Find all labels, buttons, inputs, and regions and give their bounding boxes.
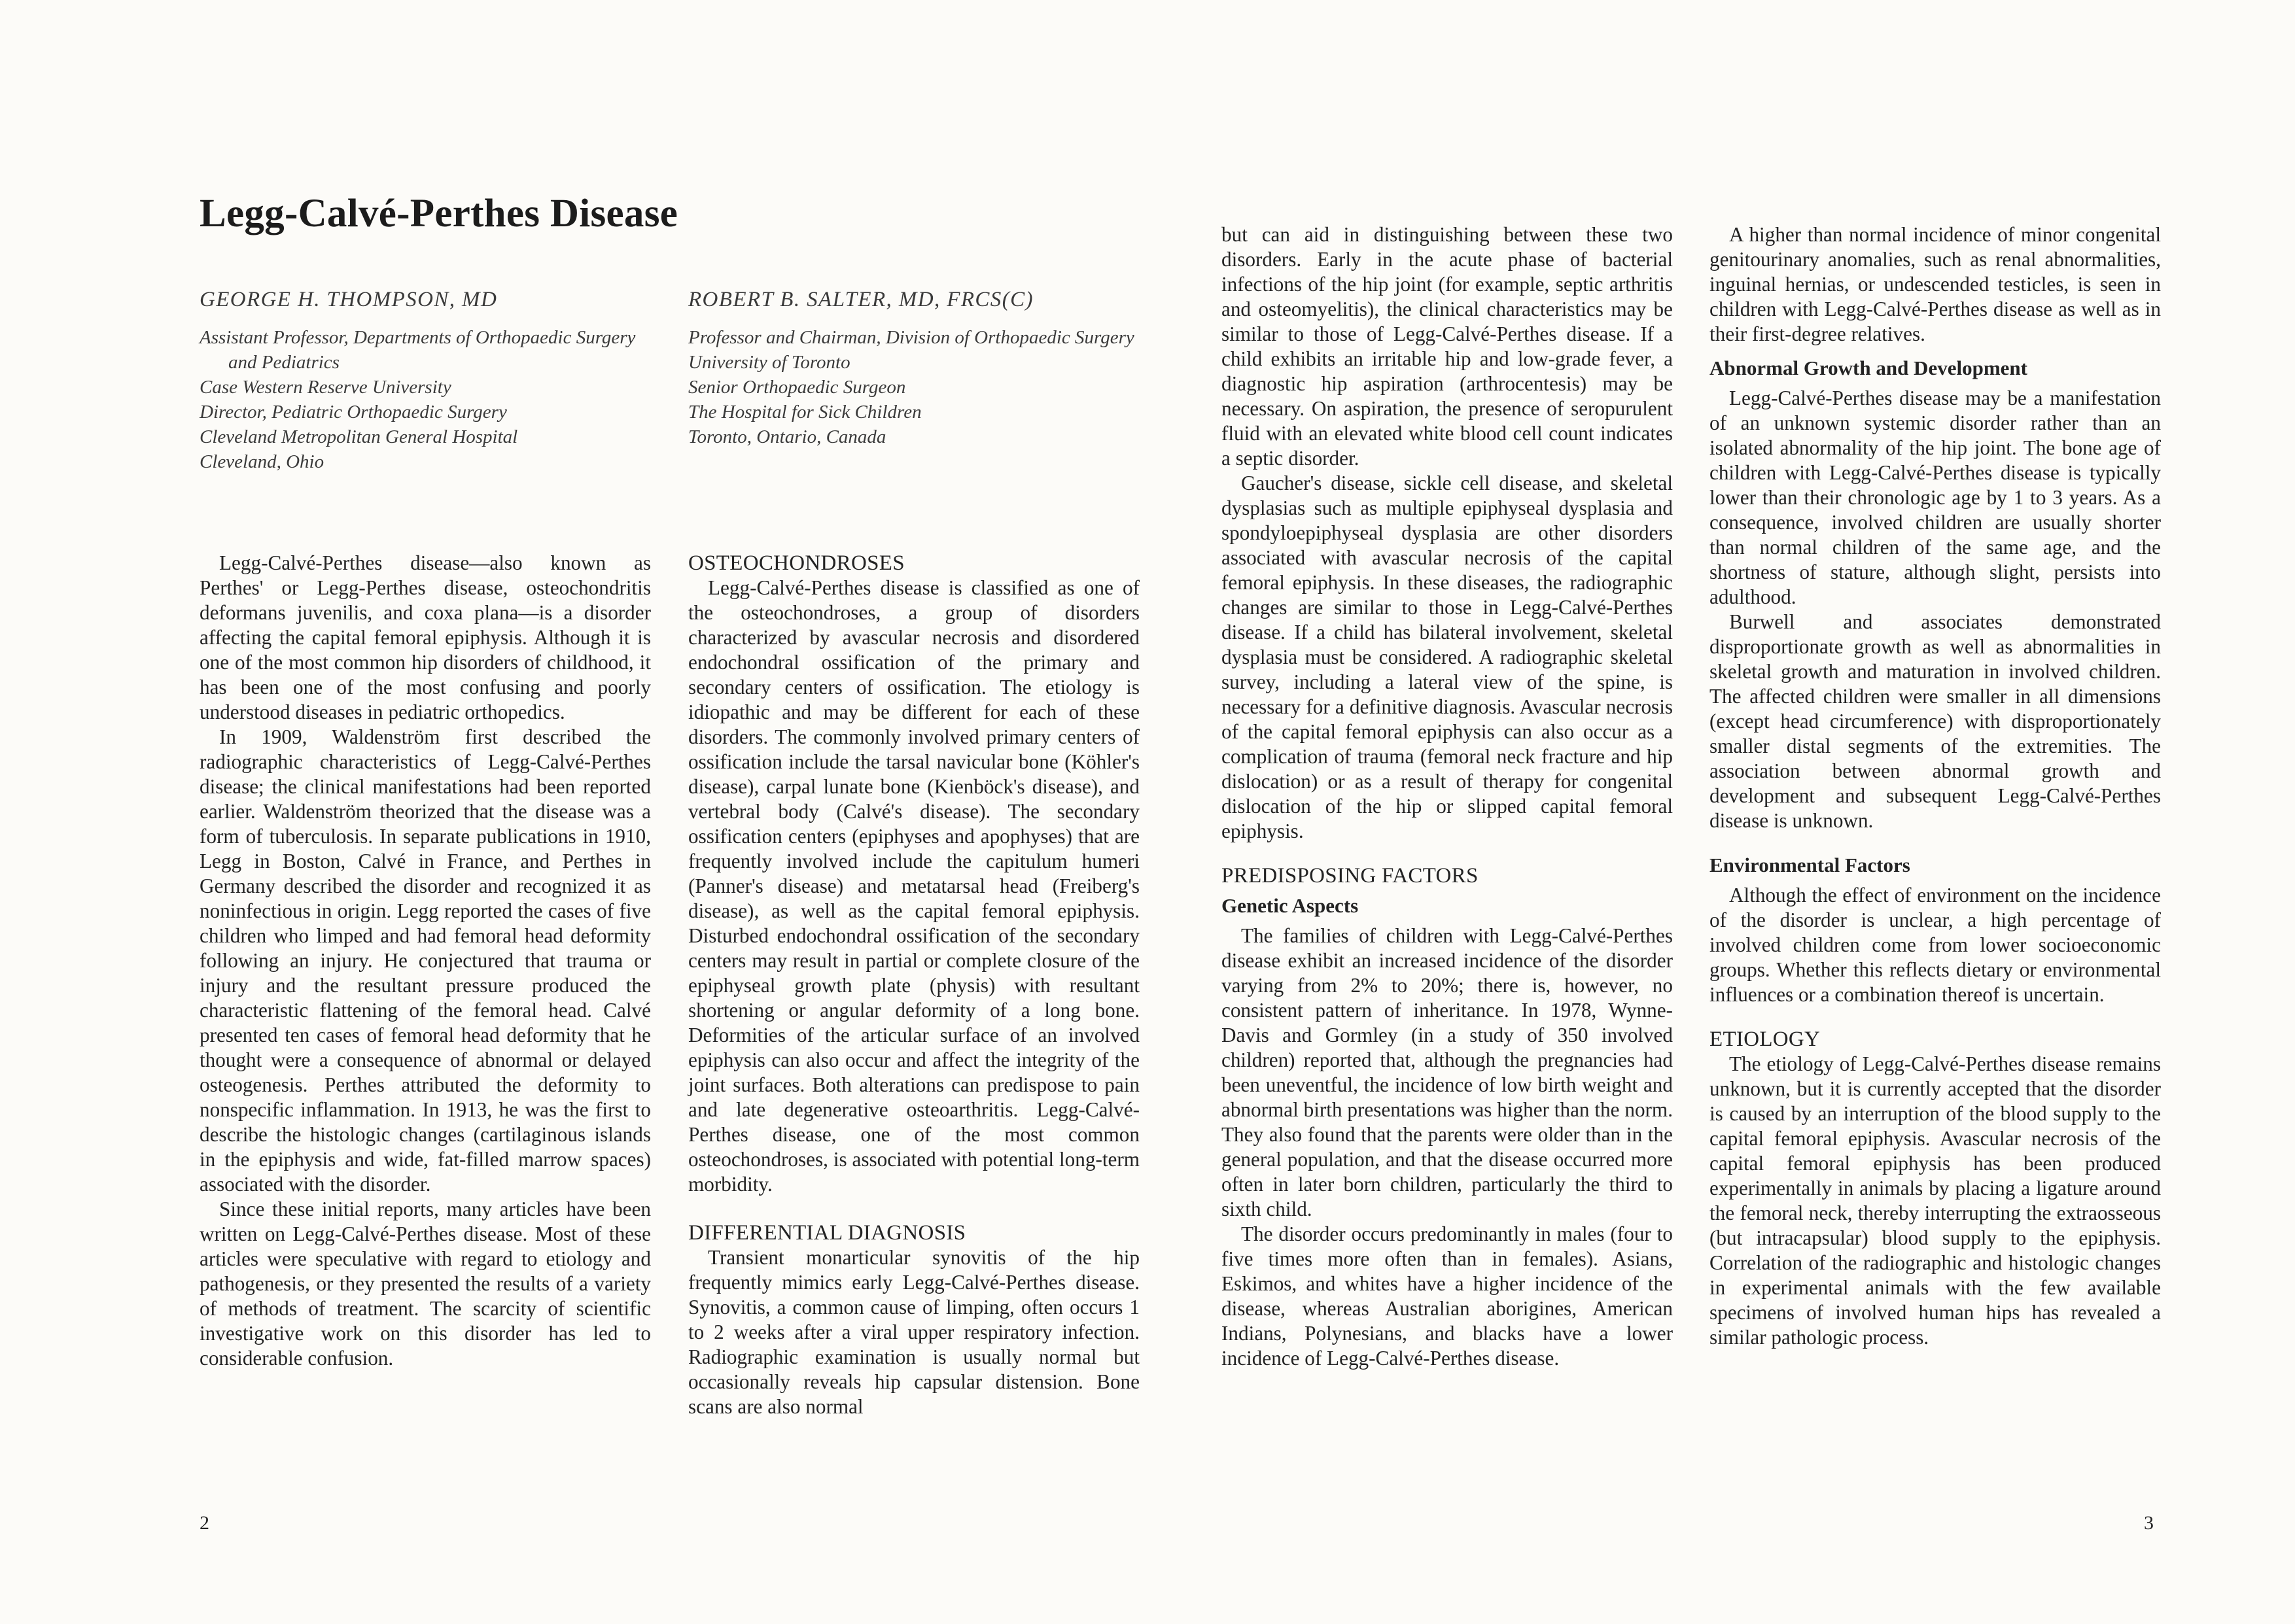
author-name: GEORGE H. THOMPSON, MD [200,288,498,311]
article-title: Legg-Calvé-Perthes Disease [200,192,678,235]
body-paragraph: The families of children with Legg-Calvé-Perthes disease exhibit an increased incidence of the disorder varying from 2% to 20%; there is, however, no consistent pattern of inheritance. In 1978, Wynne-Davis and Gormley (in a study of 350 involved children) reported that, although the pregnancies had been uneventful, the incidence of low birth weight and abnormal birth presentations was higher than the norm. They also found that the parents were older than in the general population, and that the disease occurred more often in later born children, particularly the third to sixth child. [1221,924,1673,1220]
page-number-left: 2 [200,1512,209,1534]
author-affiliation-line: Senior Orthopaedic Surgeon [688,377,906,398]
body-paragraph: Burwell and associates demonstrated disproportionate growth as well as abnormalities in skeletal growth and maturation in involved children. The affected children were smaller in all dimensions (except head circumference) with disproportionately smaller distal segments of the extremities. The association between abnormal growth and development and subsequent Legg-Calvé-Perthes disease is unknown. [1709,610,2161,832]
body-paragraph: The disorder occurs predominantly in males (four to five times more often than in females). Asians, Eskimos, and whites have a higher incidence of the disease, whereas Australian aborigines, American Indians, Polynesians, and blacks have a lower incidence of Legg-Calvé-Perthes disease. [1221,1222,1673,1370]
page-number-right: 3 [2144,1512,2154,1534]
subsection-heading-environmental-factors: Environmental Factors [1709,854,1910,876]
section-heading-differential-diagnosis: DIFFERENTIAL DIAGNOSIS [688,1221,966,1245]
body-paragraph: Although the effect of environment on the incidence of the disorder is unclear, a high percentage of involved children come from lower socioeconomic groups. Whether this reflects dietary or environmental influences or a combination thereof is uncertain. [1709,884,2161,1006]
body-paragraph: Legg-Calvé-Perthes disease is classified as one of the osteochondroses, a group of disorders characterized by avascular necrosis and disordered endochondral ossification of the primary and secondary centers of ossification. The etiology is idiopathic and may be different for each of these disorders. The commonly involved primary centers of ossification include the tarsal navicular bone (Köhler's disease), carpal lunate bone (Kienböck's disease), and vertebral body (Calvé's disease). The secondary ossification centers (epiphyses and apophyses) that are frequently involved include the capitulum humeri (Panner's disease) and metatarsal head (Freiberg's disease), as well as the capital femoral epiphysis. Disturbed endochondral ossification of the secondary centers may result in partial or complete closure of the epiphyseal growth plate (physis) with resultant shortening or angular deformity of a long bone. Deformities of the articular surface of an involved epiphysis can also occur and affect the integrity of the joint surfaces. Both alterations can predispose to pain and late degenerative osteoarthritis. Legg-Calvé-Perthes disease, one of the most common osteochondroses, is associated with potential long-term morbidity. [688,576,1140,1196]
text-column-1 [200,551,651,1371]
author-affiliation-line: Cleveland, Ohio [200,451,324,472]
body-paragraph: Since these initial reports, many articles have been written on Legg-Calvé-Perthes disease. Most of these articles were speculative with regard to etiology and pathogenesis, or they presented the results of a variety of methods of treatment. The scarcity of scientific investigative work on this disorder has led to considerable confusion. [200,1198,651,1370]
author-affiliation-line: Assistant Professor, Departments of Orthopaedic Surgery and Pediatrics [200,327,636,373]
body-paragraph-continued: but can aid in distinguishing between these two disorders. Early in the acute phase of bacterial infections of the hip joint (for example, septic arthritis and osteomyelitis), the clinical characteristics may be similar to those of Legg-Calvé-Perthes disease. If a child exhibits an irritable hip and low-grade fever, a diagnostic hip aspiration (arthrocentesis) may be necessary. On aspiration, the presence of seropurulent fluid with an elevated white blood cell count indicates a septic disorder. [1221,223,1673,470]
author-name: ROBERT B. SALTER, MD, FRCS(C) [688,288,1034,311]
subsection-heading-genetic-aspects: Genetic Aspects [1221,894,1359,917]
body-paragraph: Legg-Calvé-Perthes disease—also known as Perthes' or Legg-Perthes disease, osteochondritis deformans juvenilis, and coxa plana—is a disorder affecting the capital femoral epiphysis. Although it is one of the most common hip disorders of childhood, it has been one of the most confusing and poorly understood diseases in pediatric orthopedics. [200,551,651,723]
section-heading-osteochondroses: OSTEOCHONDROSES [688,551,905,575]
author-affiliation-line: Professor and Chairman, Division of Orthopaedic Surgery [688,327,1134,348]
author-affiliation-line: University of Toronto [688,352,850,373]
author-affiliation-line: Case Western Reserve University [200,377,451,398]
section-heading-etiology: ETIOLOGY [1709,1028,1821,1051]
body-paragraph: Legg-Calvé-Perthes disease may be a manifestation of an unknown systemic disorder rather than an isolated abnormality of the hip joint. The bone age of children with Legg-Calvé-Perthes disease is typically lower than their chronologic age by 1 to 3 years. As a consequence, involved children are usually shorter than normal children of the same age, and the shortness of stature, although slight, persists into adulthood. [1709,387,2161,608]
author-affiliation-line: Toronto, Ontario, Canada [688,426,886,447]
subsection-heading-abnormal-growth: Abnormal Growth and Development [1709,356,2027,379]
author-block-thompson [200,288,657,474]
text-column-2 [688,551,1140,1419]
text-column-3 [1221,222,1673,1371]
author-affiliation-line: Director, Pediatric Orthopaedic Surgery [200,402,507,423]
body-paragraph: The etiology of Legg-Calvé-Perthes disease remains unknown, but it is currently accepted that the disorder is caused by an interruption of the blood supply to the capital femoral epiphysis. Avascular necrosis of the capital femoral epiphysis has been produced experimentally in animals by placing a ligature around the femoral neck, thereby interrupting the extraosseous (but intracapsular) blood supply to the epiphysis. Correlation of the radiographic and histologic changes in experimental animals with the few available specimens of involved human hips has revealed a similar pathologic process. [1709,1052,2161,1349]
body-paragraph: In 1909, Waldenström first described the radiographic characteristics of Legg-Calvé-Perthes disease; the clinical manifestations had been reported earlier. Waldenström theorized that the disease was a form of tuberculosis. In separate publications in 1910, Legg in Boston, Calvé in France, and Perthes in Germany described the disorder and recognized it as noninfectious in origin. Legg reported the cases of five children who limped and had femoral head deformity following an injury. He conjectured that trauma or injury and the resultant pressure produced the characteristic flattening of the femoral head. Calvé presented ten cases of femoral head deformity that he thought were a consequence of abnormal or delayed osteogenesis. Perthes attributed the deformity to nonspecific inflammation. In 1913, he was the first to describe the histologic changes (cartilaginous islands in the epiphysis and wide, fat-filled marrow spaces) associated with the disorder. [200,725,651,1196]
author-affiliation-line: Cleveland Metropolitan General Hospital [200,426,518,447]
author-block-salter [688,288,1146,449]
section-heading-predisposing-factors: PREDISPOSING FACTORS [1221,864,1479,888]
body-paragraph: Transient monarticular synovitis of the hip frequently mimics early Legg-Calvé-Perthes disease. Synovitis, a common cause of limping, often occurs 1 to 2 weeks after a viral upper respiratory infection. Radiographic examination is usually normal but occasionally reveals hip capsular distension. Bone scans are also normal [688,1246,1140,1418]
author-affiliation-line: The Hospital for Sick Children [688,402,922,423]
body-paragraph: Gaucher's disease, sickle cell disease, and skeletal dysplasias such as multiple epiphyseal dysplasia and spondyloepiphyseal dysplasia are other disorders associated with avascular necrosis of the capital femoral epiphysis. In these diseases, the radiographic changes are similar to those in Legg-Calvé-Perthes disease. If a child has bilateral involvement, skeletal dysplasia must be considered. A radiographic skeletal survey, including a lateral view of the spine, is necessary for a definitive diagnosis. Avascular necrosis of the capital femoral epiphysis can also occur as a complication of trauma (femoral neck fracture and hip dislocation) or as a result of therapy for congenital dislocation of the hip or slipped capital femoral epiphysis. [1221,472,1673,842]
body-paragraph: A higher than normal incidence of minor congenital genitourinary anomalies, such as renal abnormalities, inguinal hernias, or undescended testicles, is seen in children with Legg-Calvé-Perthes disease as well as in their first-degree relatives. [1709,223,2161,345]
text-column-4 [1709,222,2161,1350]
